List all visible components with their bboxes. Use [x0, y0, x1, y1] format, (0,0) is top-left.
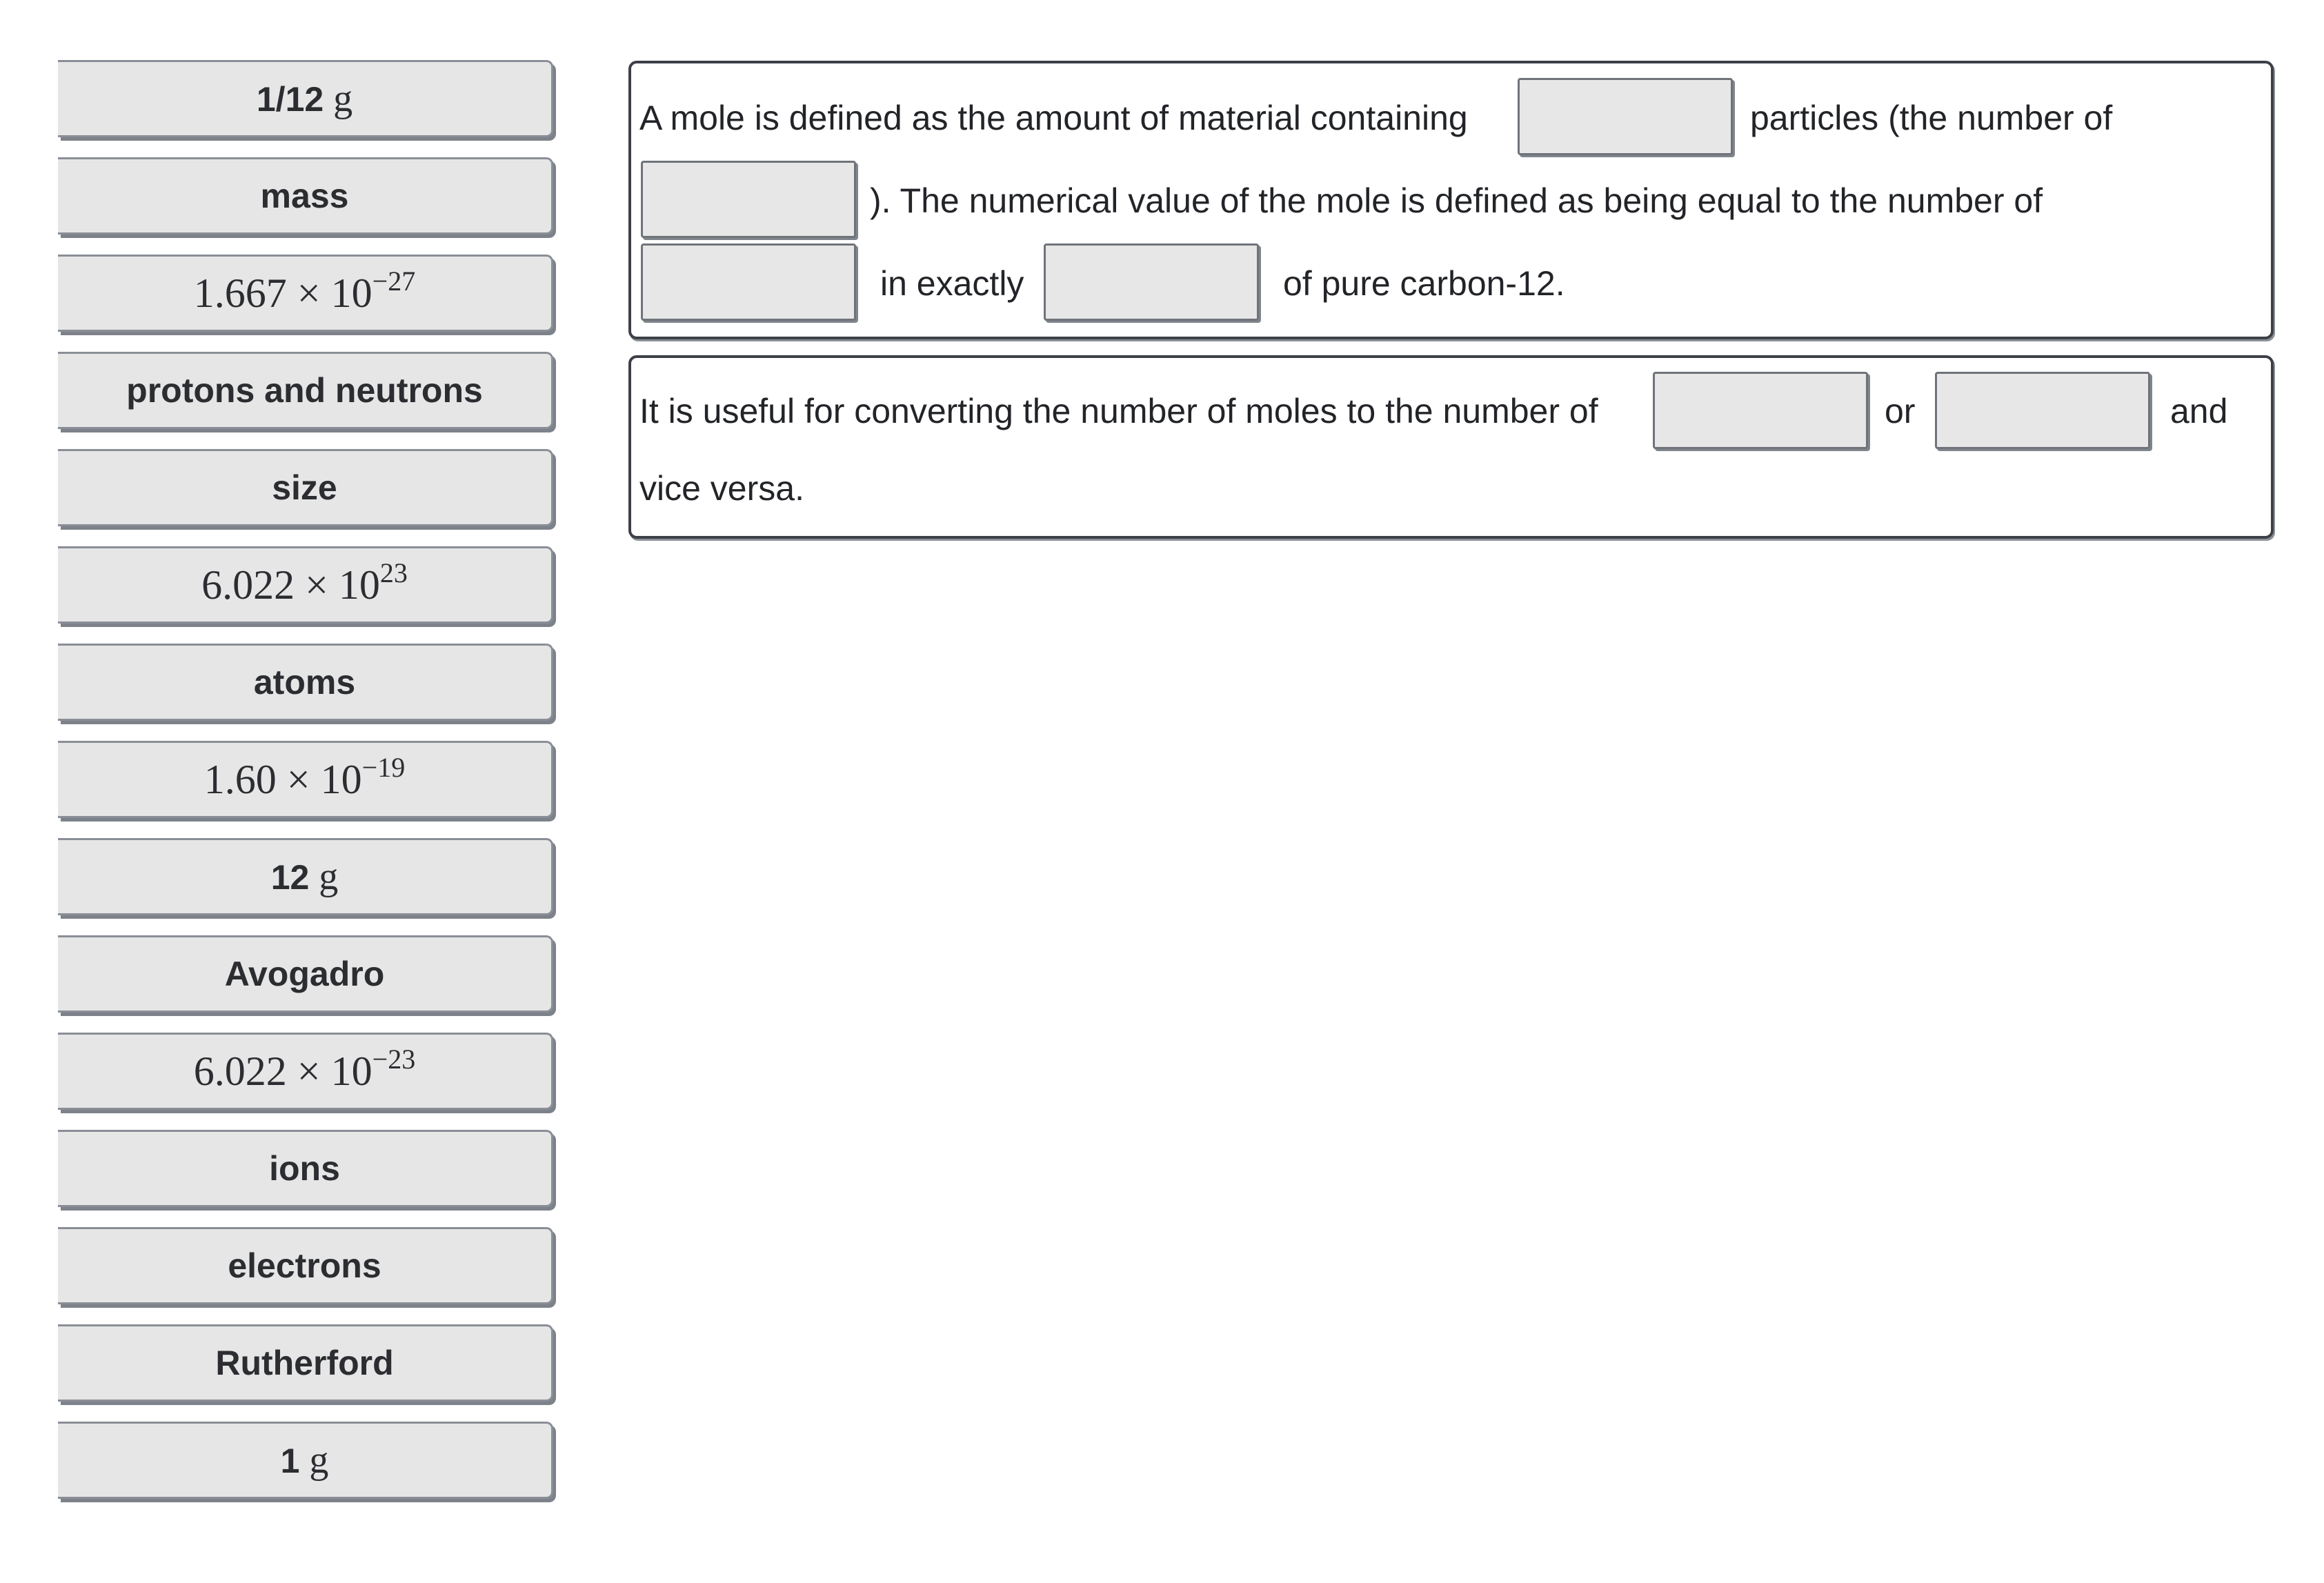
- statement-text: It is useful for converting the number of moles to the number of: [639, 392, 1598, 430]
- statement-text: vice versa.: [639, 469, 804, 508]
- chip-label: $6.022 \times 10^{23}$: [201, 557, 408, 608]
- answer-chip-rutherford[interactable]: [58, 1324, 553, 1402]
- answer-chip-6-022e23[interactable]: [58, 546, 553, 624]
- chip-label: $1.60 \times 10^{-19}$: [203, 751, 406, 802]
- answer-chip-protons-and-neutrons[interactable]: [58, 352, 553, 429]
- statement-text: A mole is defined as the amount of material containing: [639, 99, 1468, 137]
- chip-label: 12 g: [270, 855, 339, 898]
- drop-target-blank-1[interactable]: [1518, 78, 1733, 155]
- drop-target-blank-5[interactable]: [1653, 372, 1868, 449]
- answer-chip-1-12-g[interactable]: [58, 60, 553, 137]
- drop-target-blank-3[interactable]: [641, 243, 856, 321]
- chip-label: ions: [269, 1149, 340, 1188]
- statement-text: or: [1885, 392, 1916, 430]
- chip-label: protons and neutrons: [126, 371, 483, 410]
- answer-chip-12-g[interactable]: [58, 838, 553, 915]
- answer-chip-1-g[interactable]: [58, 1422, 553, 1499]
- chip-label: 1/12 g: [256, 77, 353, 120]
- answer-chip-6-022e-23[interactable]: [58, 1033, 553, 1110]
- statement-text: ). The numerical value of the mole is defined as being equal to the number of: [870, 181, 2043, 220]
- chip-label: electrons: [228, 1246, 381, 1285]
- answer-chip-1-667e-27[interactable]: [58, 255, 553, 332]
- chip-label: $1.667 \times 10^{-27}$: [193, 265, 416, 316]
- answer-chip-avogadro[interactable]: [58, 935, 553, 1013]
- answer-chip-1-60e-19[interactable]: [58, 741, 553, 818]
- drop-target-blank-6[interactable]: [1935, 372, 2150, 449]
- statement-text: and: [2170, 392, 2228, 430]
- chip-label: atoms: [253, 663, 356, 701]
- answer-chip-atoms[interactable]: [58, 644, 553, 721]
- chip-label: size: [272, 468, 337, 507]
- statement-box-1: [628, 61, 2274, 339]
- answer-chip-electrons[interactable]: [58, 1227, 553, 1304]
- answer-chip-size[interactable]: [58, 449, 553, 526]
- statement-box-2: [628, 355, 2274, 539]
- statement-text: in exactly: [880, 264, 1024, 303]
- chip-label: $6.022 \times 10^{-23}$: [193, 1043, 416, 1094]
- answer-chip-ions[interactable]: [58, 1130, 553, 1207]
- chip-label: 1 g: [280, 1439, 329, 1482]
- statement-text: particles (the number of: [1750, 99, 2113, 137]
- chip-label: Rutherford: [215, 1344, 394, 1382]
- chip-label: Avogadro: [224, 955, 385, 993]
- answer-chip-mass[interactable]: [58, 157, 553, 235]
- drop-target-blank-2[interactable]: [641, 161, 856, 238]
- chip-label: mass: [260, 177, 349, 215]
- drop-target-blank-4[interactable]: [1044, 243, 1259, 321]
- statement-text: of pure carbon-12.: [1283, 264, 1565, 303]
